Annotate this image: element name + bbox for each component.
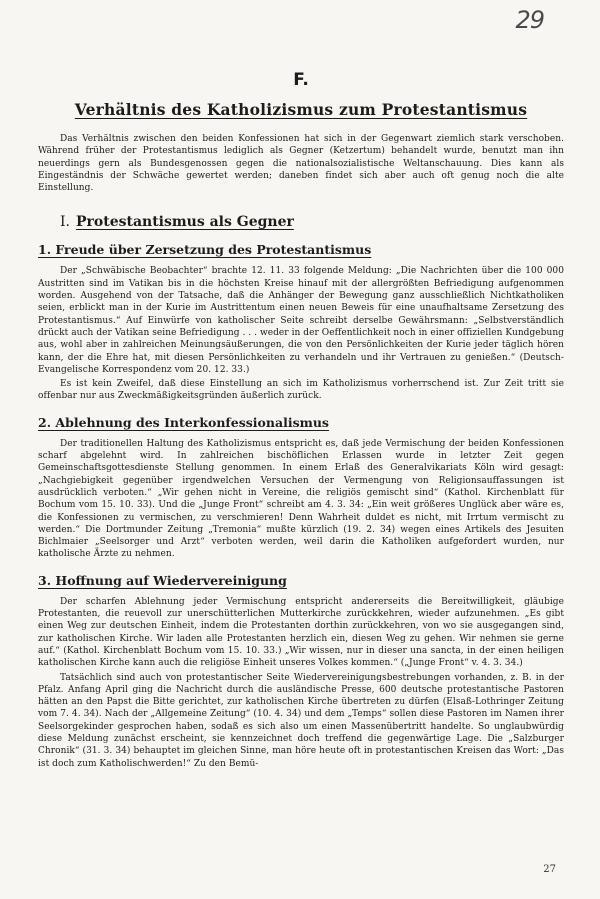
section-letter: F. xyxy=(293,70,309,90)
part-title: Protestantismus als Gegner xyxy=(75,214,294,231)
section-title: 2. Ablehnung des Interkonfessionalismus xyxy=(38,414,329,430)
section-title: 1. Freude über Zersetzung des Protestantismus xyxy=(38,242,372,258)
section-2 xyxy=(38,415,564,561)
handwritten-folio-number: 29 xyxy=(515,6,544,34)
intro-paragraph: Das Verhältnis zwischen den beiden Konfessionen hat sich in der Gegenwart ziemlich stark verschoben. Während früher der Protestantismus lediglich als Gegner (Ketzertum) behandelt wurde, benutzt man ihn neuerdings gern als Bundesgenossen gegen die nationalsozialistische Weltanschauung. Dies kann als Eingeständnis der Schwäche gewertet werden; daneben findet sich aber auch oft genug noch die alte Einstellung. xyxy=(38,134,564,194)
section-paragraph: Es ist kein Zweifel, daß diese Einstellung an sich im Katholizismus vorherrschend ist. Zur Zeit tritt sie offenbar nur aus Zweckmäßigkeitsgründen äußerlich zurück. xyxy=(38,379,564,402)
section-1 xyxy=(38,242,564,402)
section-paragraph: Der „Schwäbische Beobachter“ brachte 12. 11. 33 folgende Meldung: „Die Nachrichten über die 100 000 Austritten sind im Vatikan bis in die höchsten Kreise hinauf mit der allergrößten Befriedigung aufgenommen worden. Ausgehend von der Tatsache, daß die Anhänger der Bewegung ganz ausschließlich Nichtkatholiken seien, erblickt man in der Kurie im Austrittentum einen neuen Beweis für eine unaufhaltsame Zersetzung des Protestantismus.“ Auf Einwürfe von katholischer Seite schreibt derselbe Gewährsmann: „Selbstverständlich drückt auch der Vatikan seine Befriedigung . . . weder in der Oeffentlichkeit noch in einer offiziellen Kundgebung aus, wohl aber in zahlreichen Meinungsäußerungen, die von den Persönlichkeiten der Kurie jeder täglich hören kann, der die Ehre hat, mit diesen Persönlichkeiten zu verhandeln und ihr Vertrauen zu genießen.“ (Deutsch-Evangelische Korrespondenz vom 20. 12. 33.) xyxy=(38,266,564,375)
main-title: Verhältnis des Katholizismus zum Protestantismus xyxy=(74,100,528,119)
part-roman-numeral: I. xyxy=(60,214,70,231)
page-number: 27 xyxy=(543,864,556,875)
document-page xyxy=(38,70,564,782)
section-3 xyxy=(38,573,564,770)
part-heading xyxy=(60,214,564,230)
section-paragraph: Der scharfen Ablehnung jeder Vermischung entspricht andererseits die Bereitwilligkeit, gläubige Protestanten, die reuevoll zur unerschütterlichen Mutterkirche zurückkehren, wieder aufzunehmen. „Es gibt einen Weg zur deutschen Einheit, indem die Protestanten dorthin zurückkehren, von wo sie ausgegangen sind, zur katholischen Kirche. Wir laden alle Protestanten herzlich ein, diesen Weg zu gehen. Wir nehmen sie gerne auf.“ (Kathol. Kirchenblatt Bochum vom 15. 10. 33.) „Wir wissen, nur in dieser una sancta, in der einen heiligen katholischen Kirche kann auch die religiöse Einheit unseres Volkes kommen.“ („Junge Front“ v. 4. 3. 34.) xyxy=(38,596,564,669)
section-paragraph: Tatsächlich sind auch von protestantischer Seite Wiedervereinigungsbestrebungen vorhanden, z. B. in der Pfalz. Anfang April ging die Nachricht durch die ausländische Presse, 600 deutsche protestantische Pastoren hätten an den Papst die Bitte gerichtet, zur katholischen Kirche übertreten zu dürfen (Elsaß-Lothringer Zeitung vom 7. 4. 34). Nach der „Allgemeine Zeitung“ (10. 4. 34) und dem „Temps“ sollen diese Pastoren im Namen ihrer Seelsorgekinder gesprochen haben, sodaß es sich also um einen Massenübertritt handelte. So unglaubwürdig diese Meldung zunächst erscheint, sie kennzeichnet doch treffend die gegenwärtige Lage. Die „Salzburger Chronik“ (31. 3. 34) behauptet im gleichen Sinne, man höre heute oft in protestantischen Kreisen das Wort: „Das ist doch zum Katholischwerden!“ Zu den Bemü- xyxy=(38,672,564,769)
section-paragraph: Der traditionellen Haltung des Katholizismus entspricht es, daß jede Vermischung der beiden Konfessionen scharf abgelehnt wird. In zahlreichen bischöflichen Erlassen wurde in letzter Zeit gegen Gemeinschaftsgottesdienste Stellung genommen. In einem Erlaß des Generalvikariats Köln wird gesagt: „Nachgiebigkeit gegenüber irgendwelchen Versuchen der Vermengung von Religionsauffassungen ist ausdrücklich verboten.“ „Wir gehen nicht in Vereine, die religiös gemischt sind“ (Kathol. Kirchenblatt für Bochum vom 15. 10. 33). Und die „Junge Front“ schreibt am 4. 3. 34: „Ein weit größeres Unglück aber wäre es, die Konfessionen zu vermischen, zu verschmieren! Denn Wahrheit duldet es nicht, mit Irrtum vermischt zu werden.“ Die Dortmunder Zeitung „Tremonia“ mußte kürzlich (19. 2. 34) wegen eines Artikels des Jesuiten Bichlmaier „Seelsorger und Arzt“ verboten werden, weil darin die Katholiken aufgefordert wurden, nur katholische Ärzte zu nehmen. xyxy=(38,438,564,560)
section-title: 3. Hoffnung auf Wiedervereinigung xyxy=(38,572,287,588)
